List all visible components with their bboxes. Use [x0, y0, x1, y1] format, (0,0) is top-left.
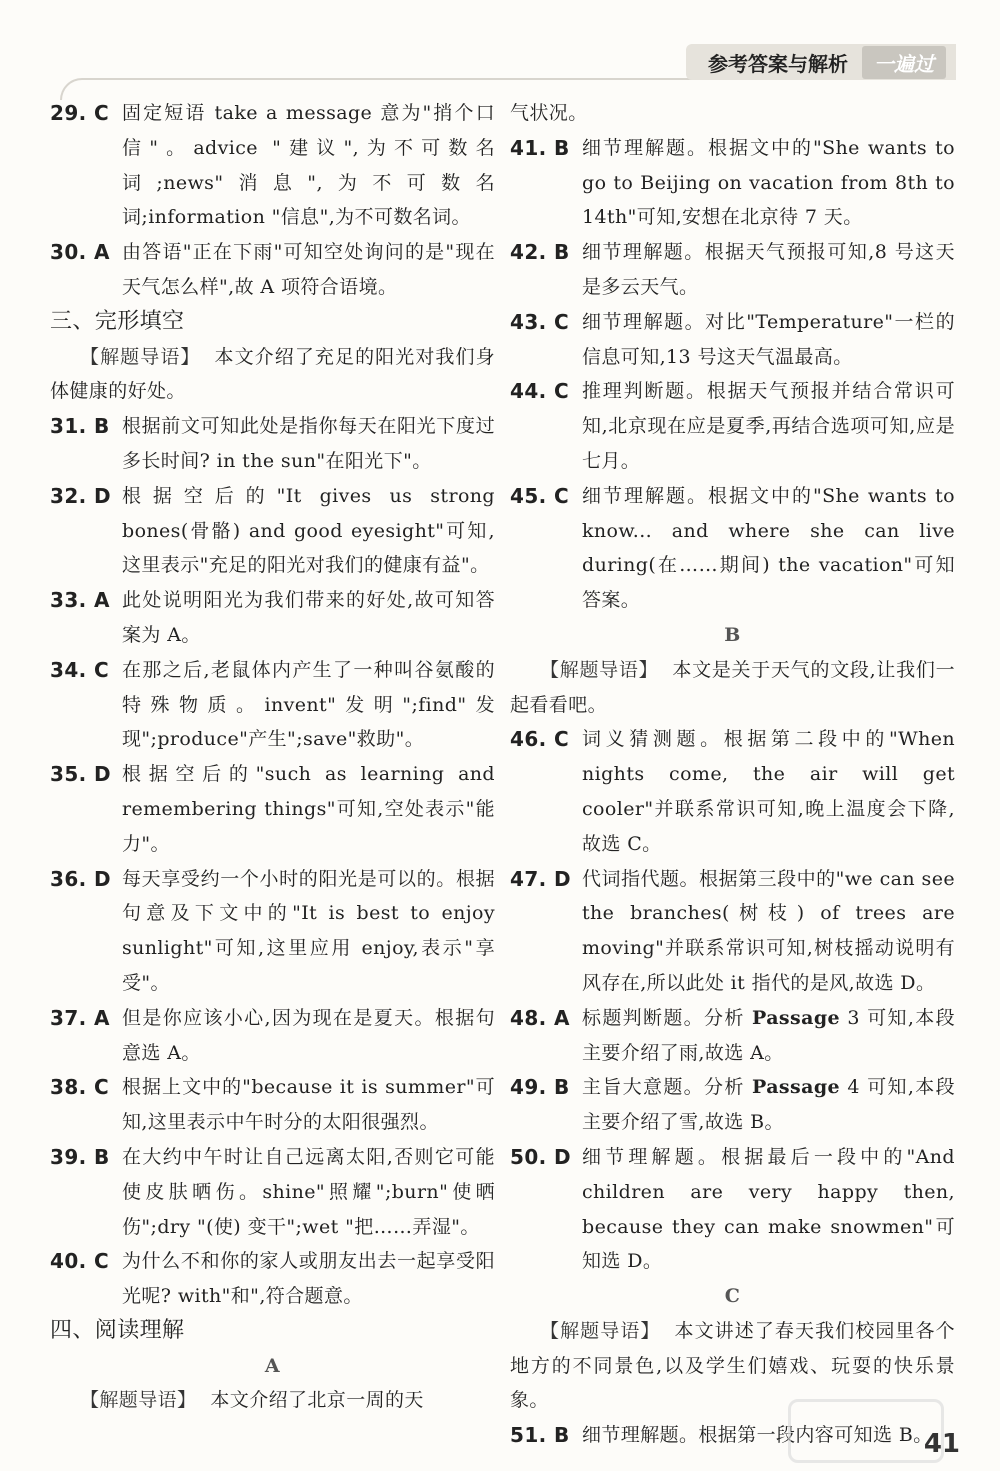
right-column: [510, 96, 955, 1453]
answer-explanation: [582, 1070, 955, 1140]
answer-item: [50, 1070, 495, 1140]
answer-number: 35. D: [50, 762, 111, 787]
answer-item: [50, 653, 495, 757]
answer-explanation: 此处说明阳光为我们带来的好处,故可知答案为 A。: [122, 589, 495, 646]
answer-explanation: 代词指代题。根据第三段中的"we can see the branches(树枝) of trees are moving"并联系常识可知,树枝摇动说明有风存在,所以此处 it 指代的是风,故选 D。: [582, 867, 955, 994]
answer-explanation: 为什么不和你的家人或朋友出去一起享受阳光呢? with"和",符合题意。: [122, 1250, 495, 1308]
answer-number: 48. A: [510, 1005, 570, 1030]
passage-letter: C: [724, 1285, 741, 1308]
passage-letter: A: [264, 1354, 281, 1377]
answer-number: 50. D: [510, 1144, 571, 1169]
answer-explanation: 推理判断题。根据天气预报并结合常识可知,北京现在应是夏季,再结合选项可知,应是七月。: [582, 380, 955, 472]
answer-explanation: 由答语"正在下雨"可知空处询问的是"现在天气怎么样",故 A 项符合语境。: [122, 241, 495, 298]
answer-item: [50, 479, 495, 583]
answer-number: 37. A: [50, 1005, 110, 1030]
answer-number: 29. C: [50, 101, 110, 125]
answer-number: 49. B: [510, 1075, 570, 1100]
answer-number: 42. B: [510, 240, 570, 265]
guide-text: 本文讲述了春天我们校园里各个地方的不同景色,以及学生们嬉戏、玩耍的快乐景象。: [510, 1319, 956, 1412]
answer-item: [510, 1140, 955, 1279]
answer-item: [50, 757, 495, 861]
watermark-logo: [788, 1399, 944, 1463]
answer-item: [510, 479, 955, 618]
guide-text: 本文介绍了北京一周的天: [210, 1389, 424, 1412]
answer-item: [510, 131, 955, 235]
answer-item: [510, 722, 955, 861]
continued-text: 气状况。: [510, 102, 588, 124]
answer-item: [50, 96, 495, 235]
answer-explanation: 细节理解题。对比"Temperature"一栏的信息可知,13 号这天气温最高。: [582, 310, 955, 368]
section-heading: 三、完形填空: [50, 308, 185, 334]
answer-item: [510, 1001, 955, 1071]
answer-number: 45. C: [510, 483, 570, 508]
guide-paragraph: [50, 1383, 495, 1418]
page-header: [686, 44, 956, 80]
answer-number: 39. B: [50, 1144, 110, 1169]
passage-label: Passage: [752, 1076, 840, 1099]
answer-number: 43. C: [510, 309, 570, 334]
answer-number: 33. A: [50, 588, 110, 613]
answer-explanation: 根据前文可知此处是指你每天在阳光下度过多长时间? in the sun"在阳光下"。: [122, 415, 495, 472]
answer-explanation: 根据上文中的"because it is summer"可知,这里表示中午时分的太阳很强烈。: [122, 1076, 495, 1134]
answer-item: [50, 1244, 495, 1314]
guide-label: 【解题导语】: [540, 658, 659, 681]
guide-paragraph: [510, 653, 955, 723]
page-number: 41: [923, 1429, 960, 1459]
passage-label: Passage: [752, 1006, 840, 1029]
answer-item: [510, 374, 955, 478]
answer-number: 38. C: [50, 1075, 110, 1100]
guide-label: 【解题导语】: [80, 345, 201, 368]
answer-explanation: 细节理解题。根据第一段内容可知选 B。: [582, 1424, 933, 1447]
guide-text: 本文是关于天气的文段,让我们一起看看吧。: [510, 658, 955, 716]
answer-explanation: 根据空后的"such as learning and remembering things"可知,空处表示"能力"。: [122, 763, 495, 855]
answer-item: [510, 305, 955, 375]
answer-item: [50, 862, 495, 1001]
answer-number: 32. D: [50, 483, 111, 508]
answer-number: 41. B: [510, 135, 570, 160]
answer-item: [510, 1070, 955, 1140]
answer-explanation: 固定短语 take a message 意为"捎个口信"。advice "建议",为不可数名词;news"消息",为不可数名词;information "信息",为不可数名词。: [122, 102, 495, 229]
answer-explanation: 词义猜测题。根据第二段中的"When nights come, the air will get cooler"并联系常识可知,晚上温度会下降,故选 C。: [582, 728, 955, 855]
answer-item: [50, 235, 495, 305]
section-heading: 四、阅读理解: [50, 1317, 185, 1343]
answer-item: [50, 409, 495, 479]
answer-item: [510, 235, 955, 305]
answer-item: [50, 583, 495, 653]
explanation-text: 标题判断题。分析: [582, 1006, 753, 1029]
answer-explanation: 每天享受约一个小时的阳光是可以的。根据句意及下文中的"It is best to enjoy sunlight"可知,这里应用 enjoy,表示"享受"。: [122, 867, 495, 994]
answer-number: 36. D: [50, 866, 111, 891]
answer-explanation: [582, 1001, 955, 1071]
answer-item: [50, 1001, 495, 1071]
answer-number: 46. C: [510, 727, 570, 752]
answer-item: [50, 1140, 495, 1244]
answer-explanation: 细节理解题。根据文中的"She wants to go to Beijing on vacation from 8th to 14th"可知,安想在北京待 7 天。: [582, 136, 955, 229]
passage-letter: B: [724, 623, 741, 646]
header-title: 参考答案与解析: [708, 51, 848, 76]
left-column: [50, 96, 495, 1418]
guide-label: 【解题导语】: [80, 1389, 197, 1412]
answer-item: [510, 862, 955, 1001]
answer-explanation: 细节理解题。根据最后一段中的"And children are very happy then, because they can make snowmen"可知选 D。: [582, 1145, 955, 1273]
answer-explanation: 细节理解题。根据文中的"She wants to know... and where she can live during(在……期间) the vacation"可知答案。: [582, 484, 955, 612]
brand-logo: 一遍过: [862, 46, 946, 79]
guide-label: 【解题导语】: [540, 1319, 661, 1342]
guide-text: 本文介绍了充足的阳光对我们身体健康的好处。: [50, 345, 496, 403]
guide-paragraph: [50, 340, 495, 410]
answer-number: 44. C: [510, 379, 570, 404]
answer-explanation: 在那之后,老鼠体内产生了一种叫谷氨酸的特殊物质。invent"发明";find"发现";produce"产生";save"救助"。: [122, 658, 495, 751]
explanation-text: 主旨大意题。分析: [582, 1076, 753, 1099]
explanation-text: 4 可知,本段主要介绍了雪,故选 B。: [582, 1076, 955, 1134]
answer-explanation: 细节理解题。根据天气预报可知,8 号这天是多云天气。: [582, 241, 955, 298]
answer-explanation: 在大约中午时让自己远离太阳,否则它可能使皮肤晒伤。shine"照耀";burn"使晒伤";dry "(使) 变干";wet "把……弄湿"。: [122, 1145, 495, 1238]
answer-number: 30. A: [50, 240, 110, 265]
explanation-text: 3 可知,本段主要介绍了雨,故选 A。: [582, 1006, 955, 1064]
answer-number: 51. B: [510, 1423, 570, 1448]
answer-number: 34. C: [50, 657, 110, 682]
answer-number: 47. D: [510, 866, 571, 891]
answer-number: 40. C: [50, 1249, 110, 1274]
answer-explanation: 根据空后的"It gives us strong bones(骨骼) and good eyesight"可知,这里表示"充足的阳光对我们的健康有益"。: [122, 484, 495, 577]
answer-explanation: 但是你应该小心,因为现在是夏天。根据句意选 A。: [122, 1006, 495, 1064]
answer-number: 31. B: [50, 414, 110, 439]
